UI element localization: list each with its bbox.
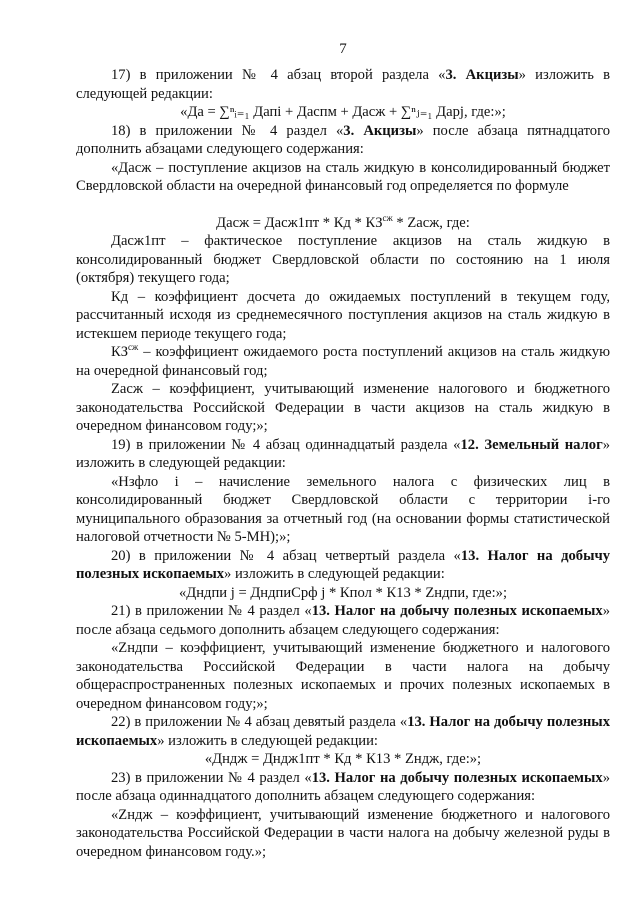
formula-18: Дасж = Дасж1пт * Кд * $КЗ^{сж}$ * Zасж, где: [216,212,470,231]
document-page [76,40,610,861]
formula-17: «Да = ∑ⁿᵢ₌₁ Дапі + Даспм + Дасж + ∑ⁿⱼ₌₁ Дарј, где:»; [180,104,506,120]
item-18-paragraph: Кд – коэффициент досчета до ожидаемых поступлений в текущем году, рассчитанный исходя из среднемесячного поступления акцизов на сталь жидкую в истекшем периоде текущего года; [76,288,610,342]
item-19-paragraph: «Нзфло і – начисление земельного налога с физических лиц в консолидированный бюджет Свердловской области с территории і-го муниципального образования за отчетный год (на основании формы статистической налоговой отчетности № 5-МН);»; [76,473,610,545]
page-number: 7 [339,41,347,57]
item-21-paragraph: «Zндпи – коэффициент, учитывающий изменение бюджетного и налогового законодательства Российской Федерации в части налога на добычу общераспространенных полезных ископаемых и прочих полезных ископаемых в очередном финансовом году;»; [76,640,610,712]
formula-22: «Дндж = Дндж1пт * Кд * К13 * Zндж, где:»; [204,751,482,767]
section-title: 13. Налог на добычу полезных ископаемых [311,603,603,619]
item-18-paragraph: Дасж1пт – фактическое поступление акцизов на сталь жидкую в консолидированный бюджет Свердловской области по состоянию на 1 июля (октября) текущего года; [76,233,610,286]
item-17: 17) в приложении № 4 абзац второй раздела «3. Акцизы» изложить в следующей редакции: [76,67,611,102]
item-18-paragraph: «Дасж – поступление акцизов на сталь жидкую в консолидированный бюджет Свердловской области на очередной финансовый год определяется по формуле [76,159,610,194]
section-title: 13. Налог на добычу полезных ископаемых [76,547,610,582]
item-23-paragraph: «Zндж – коэффициент, учитывающий изменение бюджетного и налогового законодательства Российской Федерации в части налога на добычу железной руды в очередном финансовом году.»; [76,806,610,860]
section-title: 3. Акцизы [343,122,417,139]
item-19: 19) в приложении № 4 абзац одиннадцатый раздела «12. Земельный налог» изложить в следующей редакции: [76,436,610,471]
section-title: 12. Земельный налог [460,436,603,453]
section-title: 13. Налог на добычу полезных ископаемых [311,769,603,786]
section-title: 13. Налог на добычу полезных ископаемых [76,714,610,749]
item-18-paragraph: $КЗ^{сж}$ – коэффициент ожидаемого роста поступлений акцизов на сталь жидкую на очередной финансовый год; [76,342,610,379]
item-23: 23) в приложении № 4 раздел «13. Налог на добычу полезных ископаемых» после абзаца одиннадцатого дополнить абзацем следующего содержания: [76,769,610,804]
formula-20: «Дндпи ј = ДндпиСрф ј * Кпол * К13 * Zндпи, где:»; [178,584,507,601]
item-22: 22) в приложении № 4 абзац девятый раздела «13. Налог на добычу полезных ископаемых» изложить в следующей редакции: [76,714,610,749]
item-18: 18) в приложении № 4 раздел «3. Акцизы» после абзаца пятнадцатого дополнить абзацами следующего содержания: [76,122,611,157]
item-18-paragraph: Zасж – коэффициент, учитывающий изменение налогового и бюджетного законодательства Российской Федерации в части акцизов на сталь жидкую в очередном финансовом году;»; [76,381,610,434]
item-21: 21) в приложении № 4 раздел «13. Налог на добычу полезных ископаемых» после абзаца седьмого дополнить абзацем следующего содержания: [76,603,610,638]
item-20: 20) в приложении № 4 абзац четвертый раздела «13. Налог на добычу полезных ископаемых» изложить в следующей редакции: [76,547,610,582]
section-title: 3. Акцизы [445,67,519,83]
